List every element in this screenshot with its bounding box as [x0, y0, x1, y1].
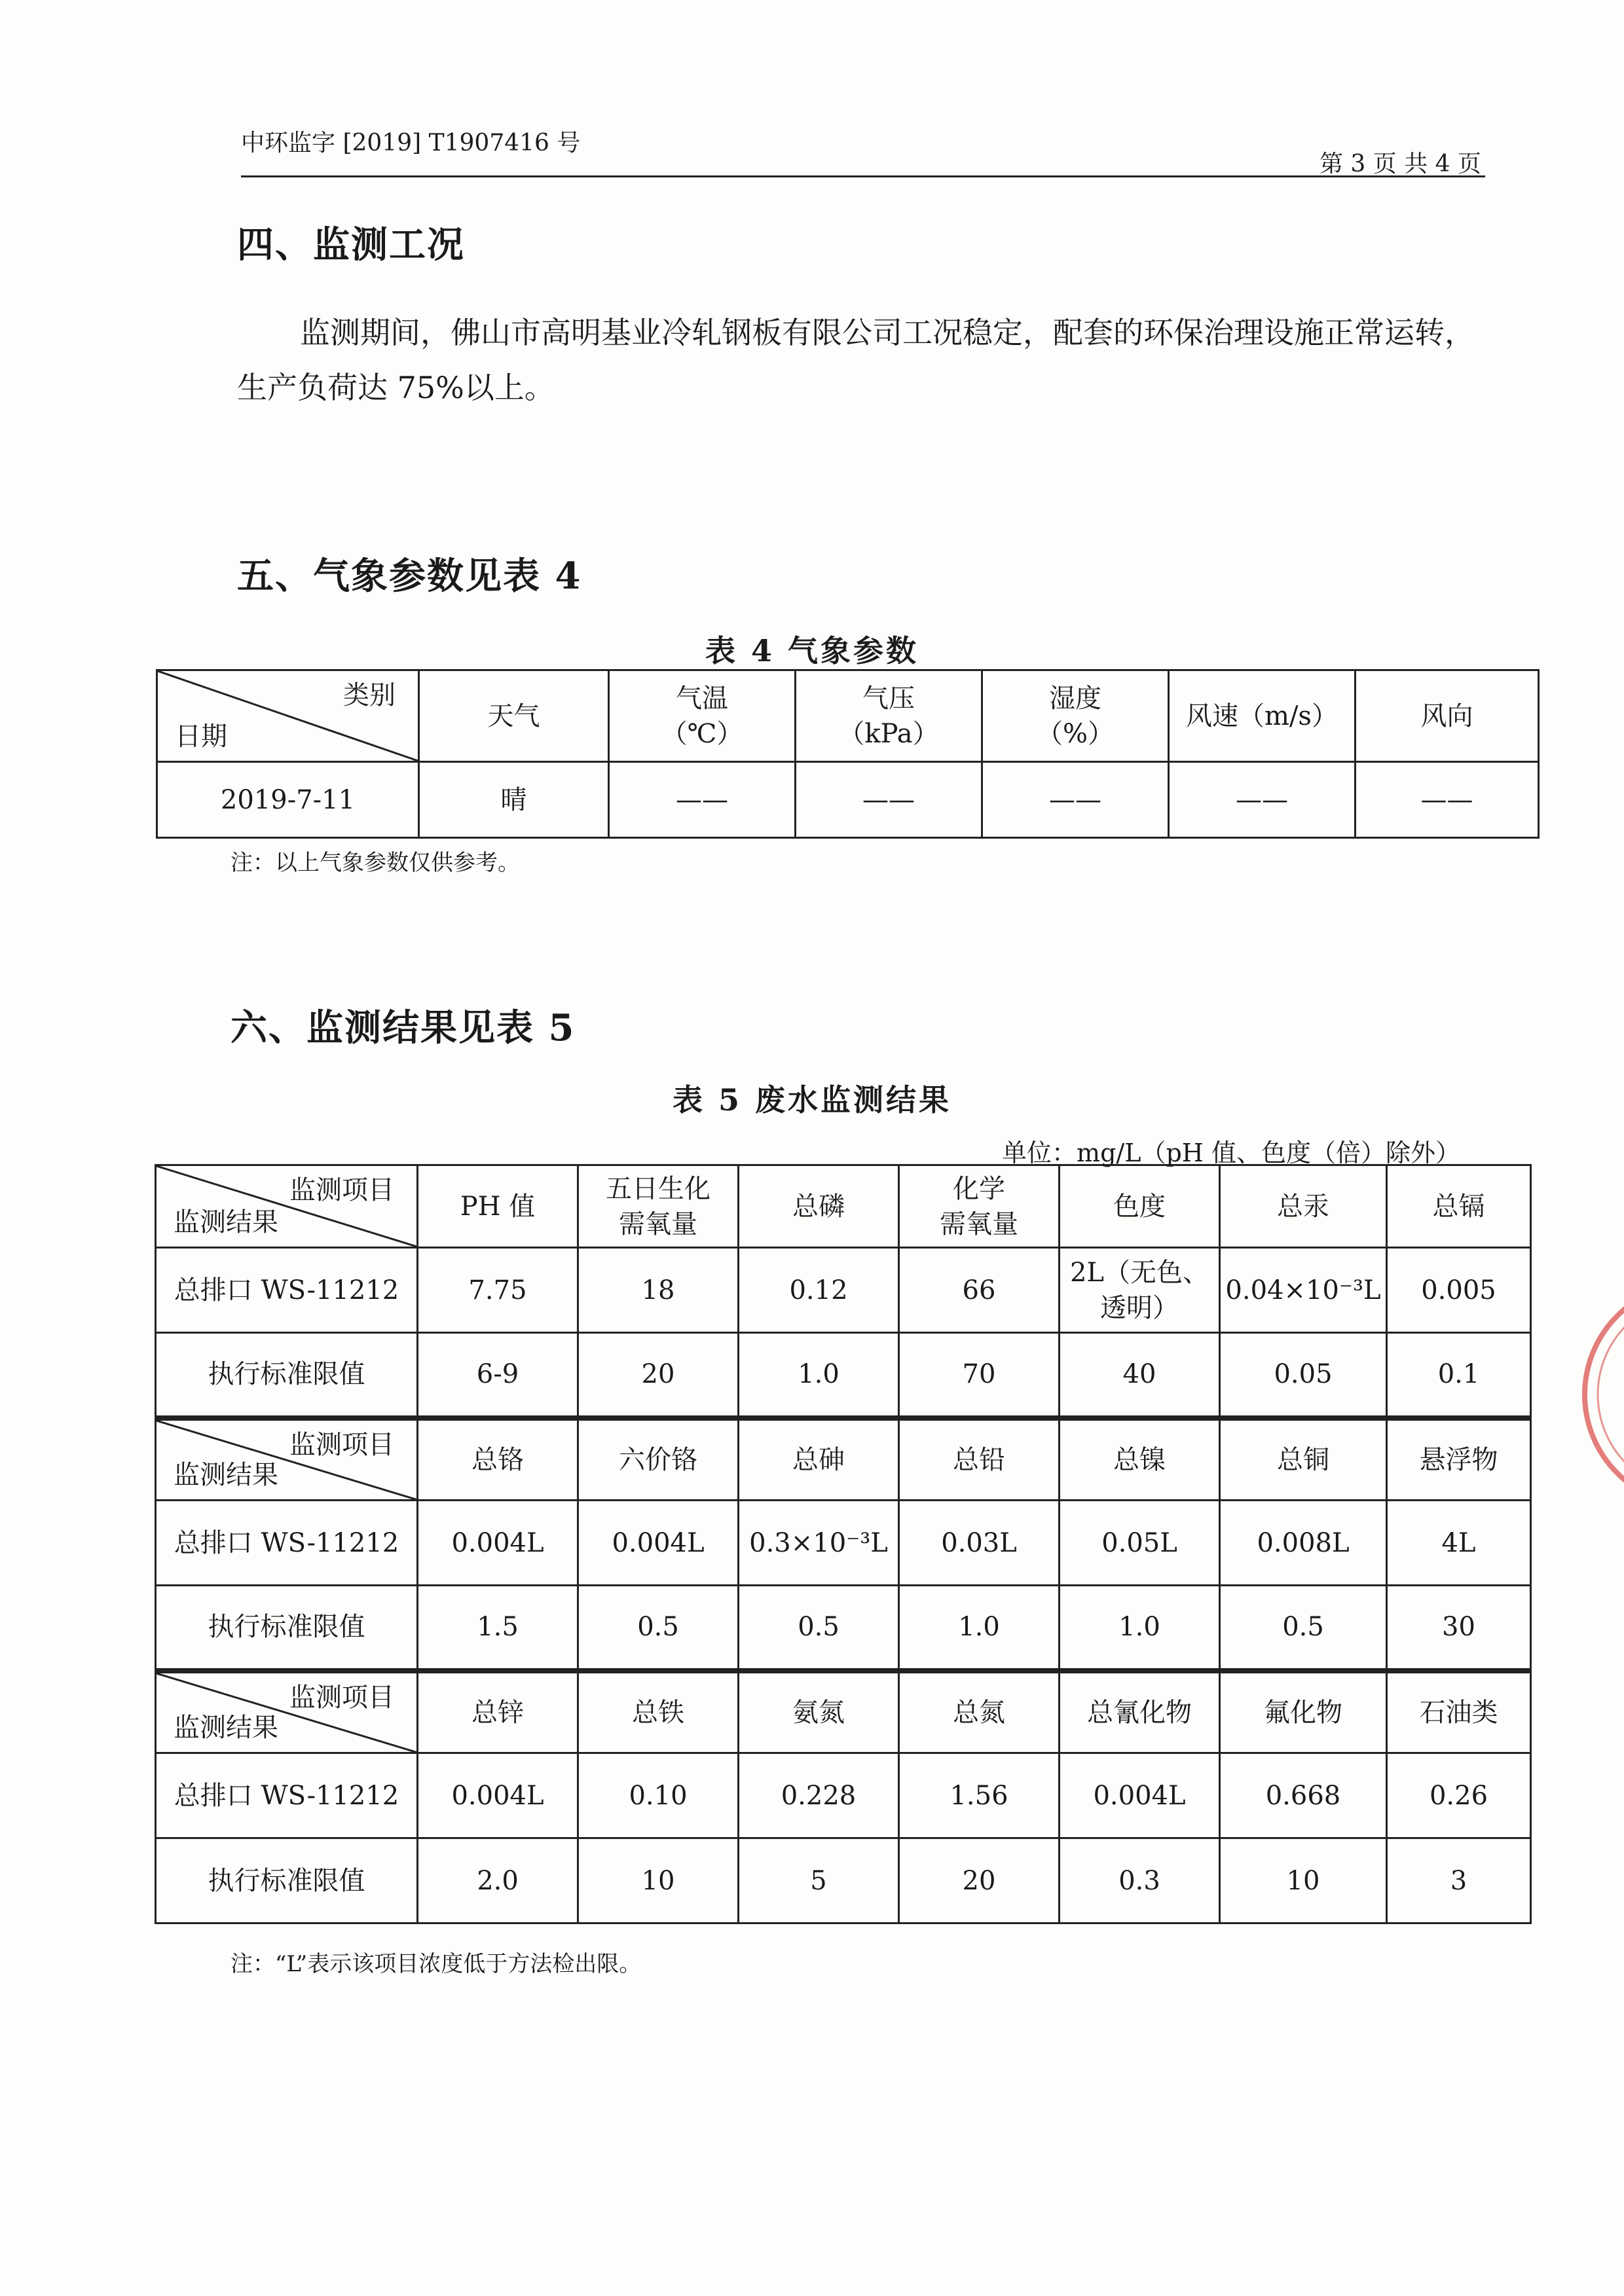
table-4-caption: 表 4 气象参数 — [705, 633, 919, 668]
weather-cell: —— — [982, 762, 1169, 838]
wastewater-cell: 0.5 — [578, 1586, 739, 1671]
wastewater-col-header: 总磷 — [739, 1165, 899, 1248]
wastewater-table — [155, 1164, 1532, 1924]
weather-cell: —— — [1356, 762, 1539, 838]
wastewater-cell: 66 — [899, 1248, 1060, 1333]
wastewater-cell: 70 — [899, 1333, 1060, 1418]
wastewater-header-row — [156, 1165, 1531, 1248]
wastewater-col-header: 总镉 — [1387, 1165, 1531, 1248]
corner-label-item: 监测项目 — [289, 1175, 394, 1205]
wastewater-cell: 30 — [1387, 1586, 1531, 1671]
weather-cell-date: 2019-7-11 — [157, 762, 419, 838]
wastewater-header-row — [156, 1418, 1531, 1501]
table-5-caption: 表 5 废水监测结果 — [672, 1082, 952, 1118]
section-6-title: 六、监测结果见表 5 — [231, 1006, 576, 1049]
wastewater-table-corner — [156, 1418, 418, 1501]
weather-col-header: 气压 （kPa） — [796, 670, 982, 762]
wastewater-col-header: 总砷 — [739, 1418, 899, 1501]
wastewater-cell: 0.228 — [739, 1753, 899, 1838]
weather-col-header: 天气 — [419, 670, 609, 762]
wastewater-cell: 0.03L — [899, 1501, 1060, 1586]
wastewater-cell: 0.1 — [1387, 1333, 1531, 1418]
wastewater-cell: 20 — [899, 1838, 1060, 1923]
wastewater-cell: 1.0 — [739, 1333, 899, 1418]
weather-col-header: 湿度 （%） — [982, 670, 1169, 762]
wastewater-col-header: 六价铬 — [578, 1418, 739, 1501]
wastewater-cell: 0.5 — [1220, 1586, 1387, 1671]
wastewater-col-header: 色度 — [1060, 1165, 1220, 1248]
wastewater-row-label: 总排口 WS-11212 — [156, 1501, 418, 1586]
wastewater-cell: 10 — [578, 1838, 739, 1923]
corner-label-date: 日期 — [175, 721, 227, 752]
wastewater-col-header: 总氰化物 — [1060, 1671, 1220, 1753]
wastewater-cell: 0.3 — [1060, 1838, 1220, 1923]
weather-cell: —— — [609, 762, 796, 838]
wastewater-col-header: 总锌 — [418, 1671, 578, 1753]
wastewater-row-label: 执行标准限值 — [156, 1838, 418, 1923]
wastewater-cell: 0.004L — [578, 1501, 739, 1586]
wastewater-cell: 0.004L — [418, 1501, 578, 1586]
wastewater-cell: 20 — [578, 1333, 739, 1418]
wastewater-row-label: 执行标准限值 — [156, 1333, 418, 1418]
wastewater-col-header: 悬浮物 — [1387, 1418, 1531, 1501]
wastewater-cell: 0.008L — [1220, 1501, 1387, 1586]
wastewater-cell: 2L（无色、透明） — [1060, 1248, 1220, 1333]
wastewater-cell: 1.5 — [418, 1586, 578, 1671]
wastewater-row-label: 总排口 WS-11212 — [156, 1753, 418, 1838]
corner-label-item: 监测项目 — [289, 1682, 394, 1713]
section-4-title: 四、监测工况 — [237, 223, 465, 266]
wastewater-col-header: 五日生化 需氧量 — [578, 1165, 739, 1248]
wastewater-row-label: 执行标准限值 — [156, 1586, 418, 1671]
document-number: 中环监字 [2019] T1907416 号 — [241, 130, 581, 156]
corner-label-category: 类别 — [343, 680, 396, 710]
wastewater-cell: 0.668 — [1220, 1753, 1387, 1838]
wastewater-col-header: 总汞 — [1220, 1165, 1387, 1248]
wastewater-cell: 0.04×10⁻³L — [1220, 1248, 1387, 1333]
wastewater-cell: 0.12 — [739, 1248, 899, 1333]
page-number: 第 3 页 共 4 页 — [1319, 151, 1481, 177]
wastewater-cell: 0.004L — [1060, 1753, 1220, 1838]
wastewater-table-row — [156, 1753, 1531, 1838]
wastewater-col-header: 总铬 — [418, 1418, 578, 1501]
wastewater-col-header: 总铁 — [578, 1671, 739, 1753]
weather-table-row — [157, 762, 1539, 838]
wastewater-cell: 0.10 — [578, 1753, 739, 1838]
wastewater-cell: 40 — [1060, 1333, 1220, 1418]
wastewater-cell: 0.05 — [1220, 1333, 1387, 1418]
table-4-note: 注：以上气象参数仅供参考。 — [231, 850, 520, 876]
header-rule — [241, 175, 1485, 177]
weather-cell: —— — [1169, 762, 1356, 838]
wastewater-cell: 2.0 — [418, 1838, 578, 1923]
wastewater-cell: 18 — [578, 1248, 739, 1333]
wastewater-col-header: 总铜 — [1220, 1418, 1387, 1501]
weather-table-corner — [157, 670, 419, 762]
wastewater-table-corner — [156, 1165, 418, 1248]
wastewater-table-row — [156, 1248, 1531, 1333]
weather-cell: 晴 — [419, 762, 609, 838]
wastewater-cell: 3 — [1387, 1838, 1531, 1923]
wastewater-cell: 4L — [1387, 1501, 1531, 1586]
wastewater-col-header: PH 值 — [418, 1165, 578, 1248]
corner-label-result: 监测结果 — [174, 1713, 278, 1743]
wastewater-cell: 0.26 — [1387, 1753, 1531, 1838]
wastewater-col-header: 总铅 — [899, 1418, 1060, 1501]
section-4-paragraph: 监测期间，佛山市高明基业冷轧钢板有限公司工况稳定，配套的环保治理设施正常运转，生产负荷达 75%以上。 — [237, 315, 1475, 405]
weather-col-header: 风速（m/s） — [1169, 670, 1356, 762]
wastewater-cell: 0.004L — [418, 1753, 578, 1838]
wastewater-cell: 5 — [739, 1838, 899, 1923]
wastewater-table-row — [156, 1501, 1531, 1586]
wastewater-cell: 10 — [1220, 1838, 1387, 1923]
weather-cell: —— — [796, 762, 982, 838]
official-seal — [1565, 1264, 1624, 1525]
corner-label-result: 监测结果 — [174, 1207, 278, 1237]
wastewater-table-corner — [156, 1671, 418, 1753]
wastewater-table-row — [156, 1586, 1531, 1671]
wastewater-table-row — [156, 1333, 1531, 1418]
weather-col-header: 风向 — [1356, 670, 1539, 762]
wastewater-col-header: 氨氮 — [739, 1671, 899, 1753]
wastewater-cell: 0.005 — [1387, 1248, 1531, 1333]
wastewater-table-row — [156, 1838, 1531, 1923]
wastewater-col-header: 石油类 — [1387, 1671, 1531, 1753]
wastewater-row-label: 总排口 WS-11212 — [156, 1248, 418, 1333]
weather-col-header: 气温 （℃） — [609, 670, 796, 762]
wastewater-col-header: 总氮 — [899, 1671, 1060, 1753]
weather-table-header-row — [157, 670, 1539, 762]
section-5-title: 五、气象参数见表 4 — [237, 555, 582, 598]
table-5-unit: 单位：mg/L（pH 值、色度（倍）除外） — [1002, 1139, 1460, 1167]
table-5-note: 注：“L”表示该项目浓度低于方法检出限。 — [231, 1951, 642, 1977]
wastewater-cell: 1.0 — [899, 1586, 1060, 1671]
wastewater-cell: 1.0 — [1060, 1586, 1220, 1671]
wastewater-cell: 0.3×10⁻³L — [739, 1501, 899, 1586]
wastewater-cell: 7.75 — [418, 1248, 578, 1333]
wastewater-cell: 0.05L — [1060, 1501, 1220, 1586]
corner-label-item: 监测项目 — [289, 1429, 394, 1460]
weather-table — [156, 669, 1540, 839]
wastewater-col-header: 总镍 — [1060, 1418, 1220, 1501]
wastewater-col-header: 化学 需氧量 — [899, 1165, 1060, 1248]
wastewater-header-row — [156, 1671, 1531, 1753]
wastewater-cell: 1.56 — [899, 1753, 1060, 1838]
wastewater-col-header: 氟化物 — [1220, 1671, 1387, 1753]
corner-label-result: 监测结果 — [174, 1460, 278, 1490]
wastewater-cell: 6-9 — [418, 1333, 578, 1418]
wastewater-cell: 0.5 — [739, 1586, 899, 1671]
